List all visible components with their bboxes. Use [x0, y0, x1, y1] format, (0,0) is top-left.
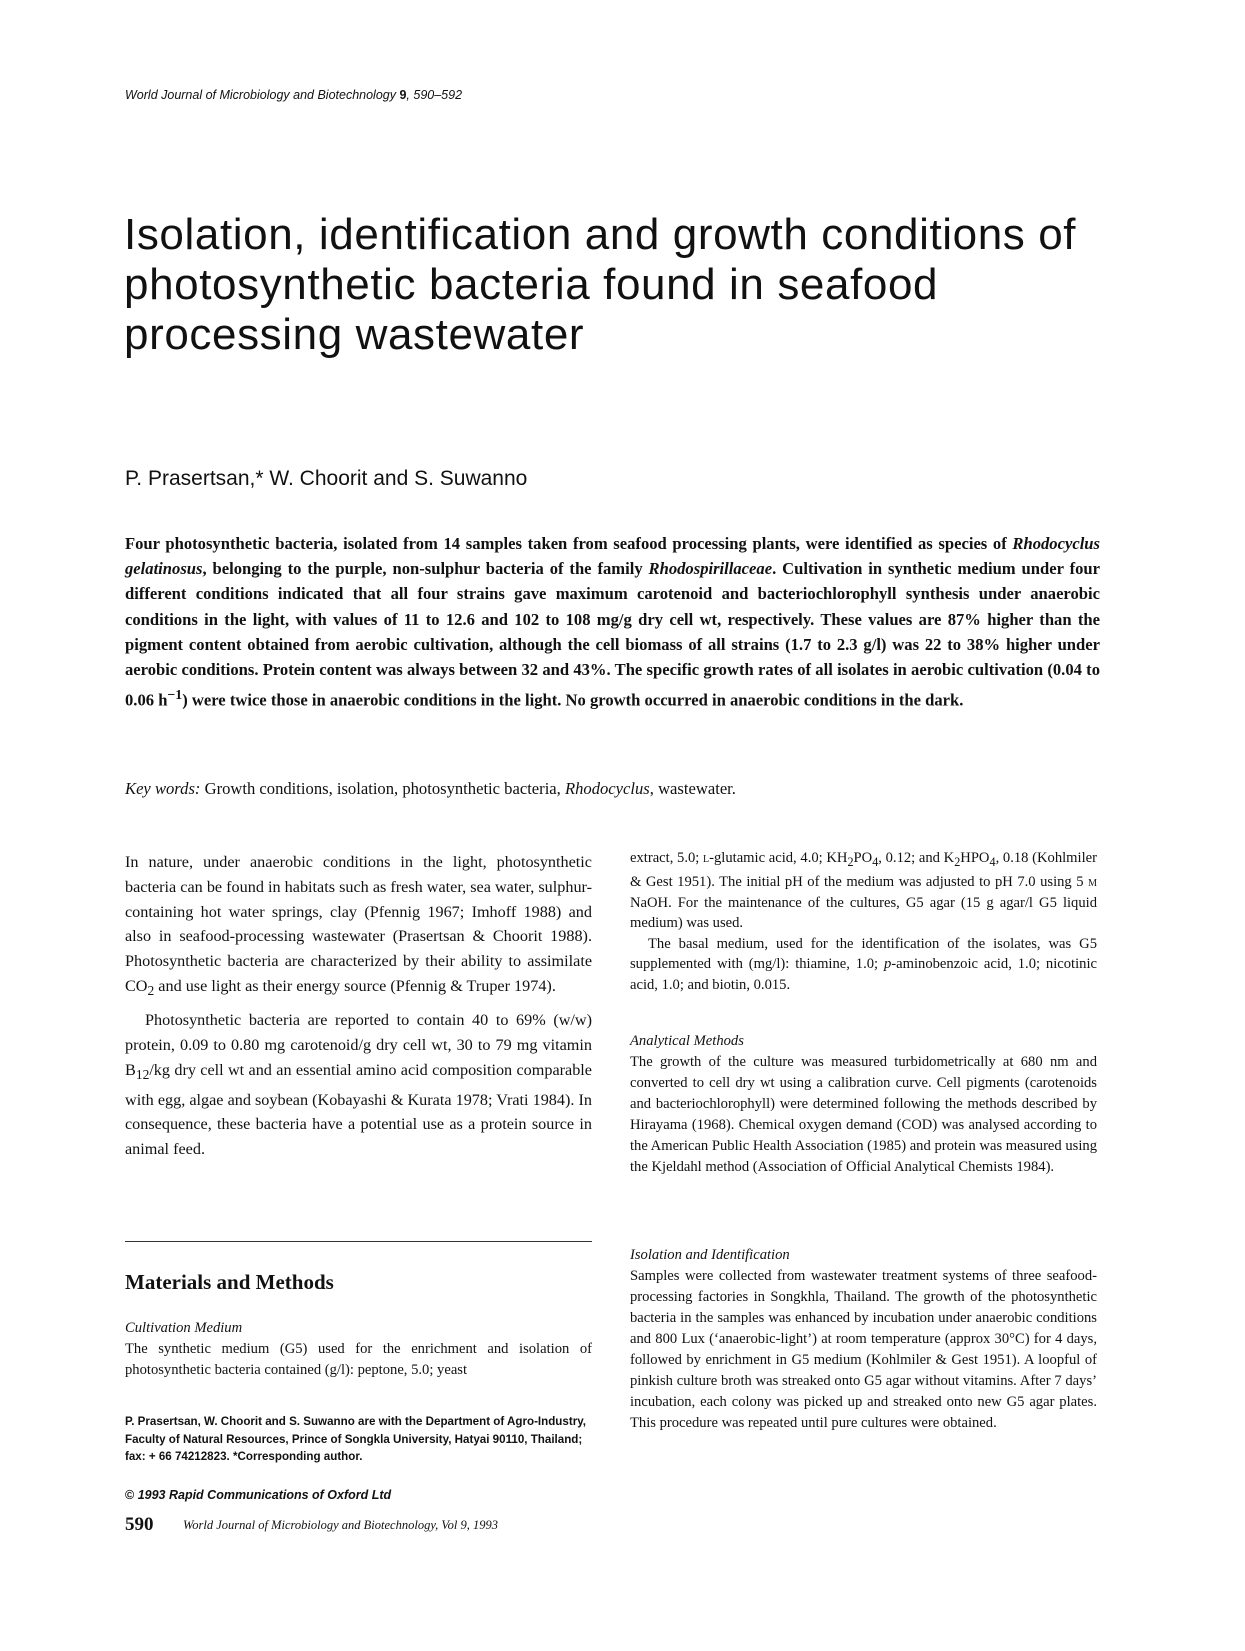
author-affiliation-footnote: P. Prasertsan, W. Choorit and S. Suwanno are with the Department of Agro-Industry, Faculty of Natural Resources, Prince of Songkla University, Hatyai 90110, Thailand; fax: + 66 74212823. *Corresponding author.: [125, 1415, 587, 1463]
unit-exponent: −1: [167, 687, 183, 703]
medium-text: NaOH. For the maintenance of the cultures, G5 agar (15 g agar/l G5 liquid medium) was used.: [630, 894, 1097, 932]
medium-text: m: [1088, 874, 1097, 891]
subscript: 4: [872, 854, 879, 869]
medium-text: p: [884, 956, 892, 973]
intro-paragraph: [125, 850, 592, 1004]
species-name: Rhodocyclus gelatinosus: [125, 534, 1100, 579]
medium-paragraph: [630, 934, 1097, 996]
section-divider: [125, 1241, 592, 1242]
abstract-text: ) were twice those in anaerobic conditions in the light. No growth occurred in anaerobic conditions in the dark.: [182, 690, 964, 710]
keywords-label: Key words:: [125, 779, 201, 798]
author-list: P. Prasertsan,* W. Choorit and S. Suwanno: [125, 467, 528, 490]
journal-volume: 9: [399, 88, 407, 102]
intro-text: /kg dry cell wt and an essential amino acid composition comparable with egg, algae and soybean (Kobayashi & Kurata 1978; Vrati 1984). In consequence, these bacteria have a potential use as a protein source in animal feed.: [125, 1060, 592, 1159]
medium-text: -aminobenzoic acid, 1.0; nicotinic acid, 1.0; and biotin, 0.015.: [630, 956, 1097, 993]
medium-text: extract, 5.0;: [630, 850, 704, 866]
copyright-icon: ©: [125, 1488, 135, 1502]
subscript: 4: [989, 854, 996, 869]
medium-text: , 0.18 (Kohlmiler & Gest 1951). The initial pH of the medium was adjusted to pH 7.0 using 5: [630, 850, 1097, 891]
medium-text: The basal medium, used for the identification of the isolates, was G5 supplemented with (mg/l): thiamine, 1.0;: [630, 935, 1097, 973]
cultivation-text: The synthetic medium (G5) used for the enrichment and isolation of photosynthetic bacteria contained (g/l): peptone, 5.0; yeast: [125, 1341, 592, 1378]
family-name: Rhodospirillaceae: [648, 559, 773, 579]
abstract-text: , belonging to the purple, non-sulphur bacteria of the family: [202, 559, 649, 579]
copyright-line: [125, 1488, 391, 1502]
intro-text: In nature, under anaerobic conditions in the light, photosynthetic bacteria can be found in habitats such as fresh water, sea water, sulphur-containing hot water springs, clay (Pfennig 1967; Imhoff 1988) and also in seafood-processing wastewater (Prasertsan & Choorit 1988). Photosynthetic bacteria are characterized by their ability to assimilate CO: [125, 853, 592, 995]
abstract-text: . Cultivation in synthetic medium under four different conditions indicated that all four strains gave maximum carotenoid and bacteriochlorophyll synthesis under anaerobic conditions in the light, with values of 11 to 12.6 and 102 to 108 mg/g dry cell wt, respectively. These values are 87% higher than the pigment content obtained from aerobic cultivation, although the cell biomass of all strains (1.7 to 2.3 g/l) was 22 to 38% higher under aerobic conditions. Protein content was always between 32 and 43%. The specific growth rates of all isolates in aerobic cultivation (0.04 to 0.06 h: [125, 559, 1100, 710]
isolation-text: Samples were collected from wastewater treatment systems of three seafood-processing factories in Songkhla, Thailand. The growth of the photosynthetic bacteria in the samples was enhanced by incubation under anaerobic conditions and 800 Lux (‘anaerobic-light’) at room temperature (approx 30°C) for 4 days, followed by enrichment in G5 medium (Kohlmiler & Gest 1951). A loopful of pinkish culture broth was streaked onto G5 agar without vitamins. After 7 days’ incubation, each colony was picked up and streaked onto new G5 agar plates. This procedure was repeated until pure cultures were obtained.: [630, 1268, 1097, 1431]
medium-text: PO: [853, 850, 873, 866]
medium-text: , 0.12; and K: [878, 850, 955, 866]
analytical-methods: [630, 1031, 1097, 1178]
cultivation-medium: [125, 1318, 592, 1381]
subsection-heading: Analytical Methods: [630, 1033, 744, 1049]
abstract: [125, 531, 1100, 713]
isolation-identification: [630, 1245, 1097, 1434]
keywords: [125, 779, 1100, 799]
journal-pages: , 590–592: [406, 88, 463, 102]
keywords-text: Growth conditions, isolation, photosynthetic bacteria,: [200, 779, 565, 798]
subsection-heading: Isolation and Identification: [630, 1247, 790, 1263]
medium-paragraph: [630, 848, 1097, 934]
keyword-genus: Rhodocyclus: [564, 779, 650, 798]
medium-composition: [630, 848, 1097, 995]
subscript: 2: [954, 854, 961, 869]
keywords-text: , wastewater.: [649, 779, 736, 798]
intro-paragraph: [125, 1008, 592, 1162]
journal-header: [125, 88, 462, 102]
journal-name: World Journal of Microbiology and Biotechnology: [125, 88, 396, 102]
subsection-heading: Cultivation Medium: [125, 1320, 243, 1336]
introduction: [125, 850, 592, 1162]
footer-journal: World Journal of Microbiology and Biotechnology, Vol 9, 1993: [183, 1518, 499, 1532]
intro-text: Photosynthetic bacteria are reported to contain 40 to 69% (w/w) protein, 0.09 to 0.80 mg carotenoid/g dry cell wt, 30 to 79 mg vitamin B: [125, 1011, 592, 1079]
subscript: 12: [135, 1066, 150, 1082]
medium-text: l: [703, 850, 710, 866]
subscript: 2: [147, 983, 155, 999]
medium-text: HPO: [960, 850, 990, 866]
page-number: 590: [125, 1514, 154, 1535]
section-heading: Materials and Methods: [125, 1270, 334, 1294]
abstract-text: Four photosynthetic bacteria, isolated from 14 samples taken from seafood processing plants, were identified as species of: [125, 534, 1013, 553]
medium-text: -glutamic acid, 4.0; KH: [709, 850, 848, 866]
copyright-text: 1993 Rapid Communications of Oxford Ltd: [134, 1488, 392, 1502]
subscript: 2: [847, 854, 854, 869]
analytical-text: The growth of the culture was measured turbidometrically at 680 nm and converted to cell dry wt using a calibration curve. Cell pigments (carotenoids and bacteriochlorophyll) were determined following the methods described by Hirayama (1968). Chemical oxygen demand (COD) was analysed according to the American Public Health Association (1985) and protein was measured using the Kjeldahl method (Association of Official Analytical Chemists 1984).: [630, 1054, 1097, 1175]
article-title: Isolation, identification and growth conditions of photosynthetic bacteria found in seafood processing wastewater: [124, 210, 1077, 359]
intro-text: and use light as their energy source (Pfennig & Truper 1974).: [154, 976, 556, 995]
